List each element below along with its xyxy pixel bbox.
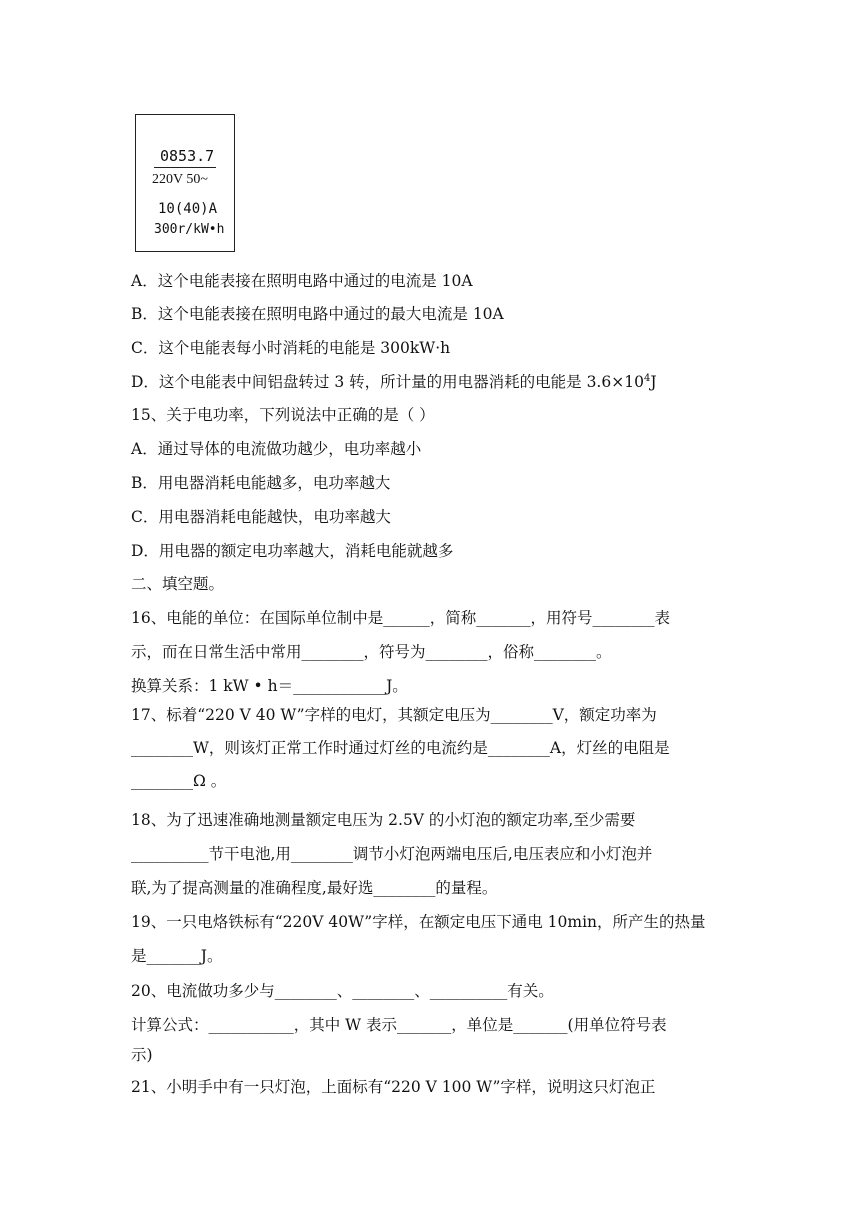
q16-line-2: 示，而在日常生活中常用________，符号为________，俗称________。 [131,643,612,661]
q19-line-2: 是_______J。 [131,947,223,965]
q17-line-1: 17、标着“220 V 40 W”字样的电灯，其额定电压为________V，额定功率为 [131,706,657,724]
q15-stem: 15、关于电功率，下列说法中正确的是（ ） [131,406,435,424]
q15-option-a: A．通过导体的电流做功越少，电功率越小 [131,440,422,458]
q16-line-1: 16、电能的单位：在国际单位制中是______，简称_______，用符号________表 [131,609,670,627]
q21-line-1: 21、小明手中有一只灯泡，上面标有“220 V 100 W”字样，说明这只灯泡正 [131,1078,656,1096]
q17-line-2: ________W，则该灯正常工作时通过灯丝的电流约是________A，灯丝的电阻是 [131,739,670,757]
q14-option-d-exponent: 4 [643,373,651,384]
section-fill-blank: 二、填空题。 [131,575,225,593]
q14-option-b: B．这个电能表接在照明电路中通过的最大电流是 10A [131,305,504,323]
q15-option-d: D．用电器的额定电功率越大，消耗电能就越多 [131,542,454,560]
meter-reading: 0853.7 [160,147,215,165]
q20-line-1: 20、电流做功多少与________、________、__________有关。 [131,982,554,1000]
q14-option-d-text: D．这个电能表中间铝盘转过 3 转，所计量的用电器消耗的电能是 3.6×10 [131,373,644,391]
q14-option-c: C．这个电能表每小时消耗的电能是 300kW·h [131,339,451,357]
q20-line-2: 计算公式：___________，其中 W 表示_______，单位是_______(用单位符号表 [131,1016,667,1034]
q19-line-1: 19、一只电烙铁标有“220V 40W”字样，在额定电压下通电 10min，所产生的热量 [131,913,706,931]
electric-meter-figure [135,114,235,252]
meter-divider [154,167,216,168]
q16-line-3: 换算关系：1 kW • h＝____________J。 [131,677,408,695]
q15-option-c: C．用电器消耗电能越快，电功率越大 [131,508,391,526]
meter-voltage: 220V 50~ [152,172,208,187]
q18-line-1: 18、为了迅速准确地测量额定电压为 2.5V 的小灯泡的额定功率,至少需要 [131,811,636,829]
q18-line-2: __________节干电池,用________调节小灯泡两端电压后,电压表应和小灯泡并 [131,845,653,863]
q20-line-3: 示) [131,1046,153,1064]
q15-option-b: B．用电器消耗电能越多，电功率越大 [131,474,391,492]
meter-current: 10(40)A [158,201,218,217]
q17-line-3: ________Ω 。 [131,772,227,790]
q14-option-d-unit: J [650,373,657,391]
q14-option-d [131,372,657,392]
q18-line-3: 联,为了提高测量的准确程度,最好选________的量程。 [131,879,498,897]
q14-option-a: A．这个电能表接在照明电路中通过的电流是 10A [131,272,473,290]
meter-revolutions: 300r/kW•h [154,222,225,237]
